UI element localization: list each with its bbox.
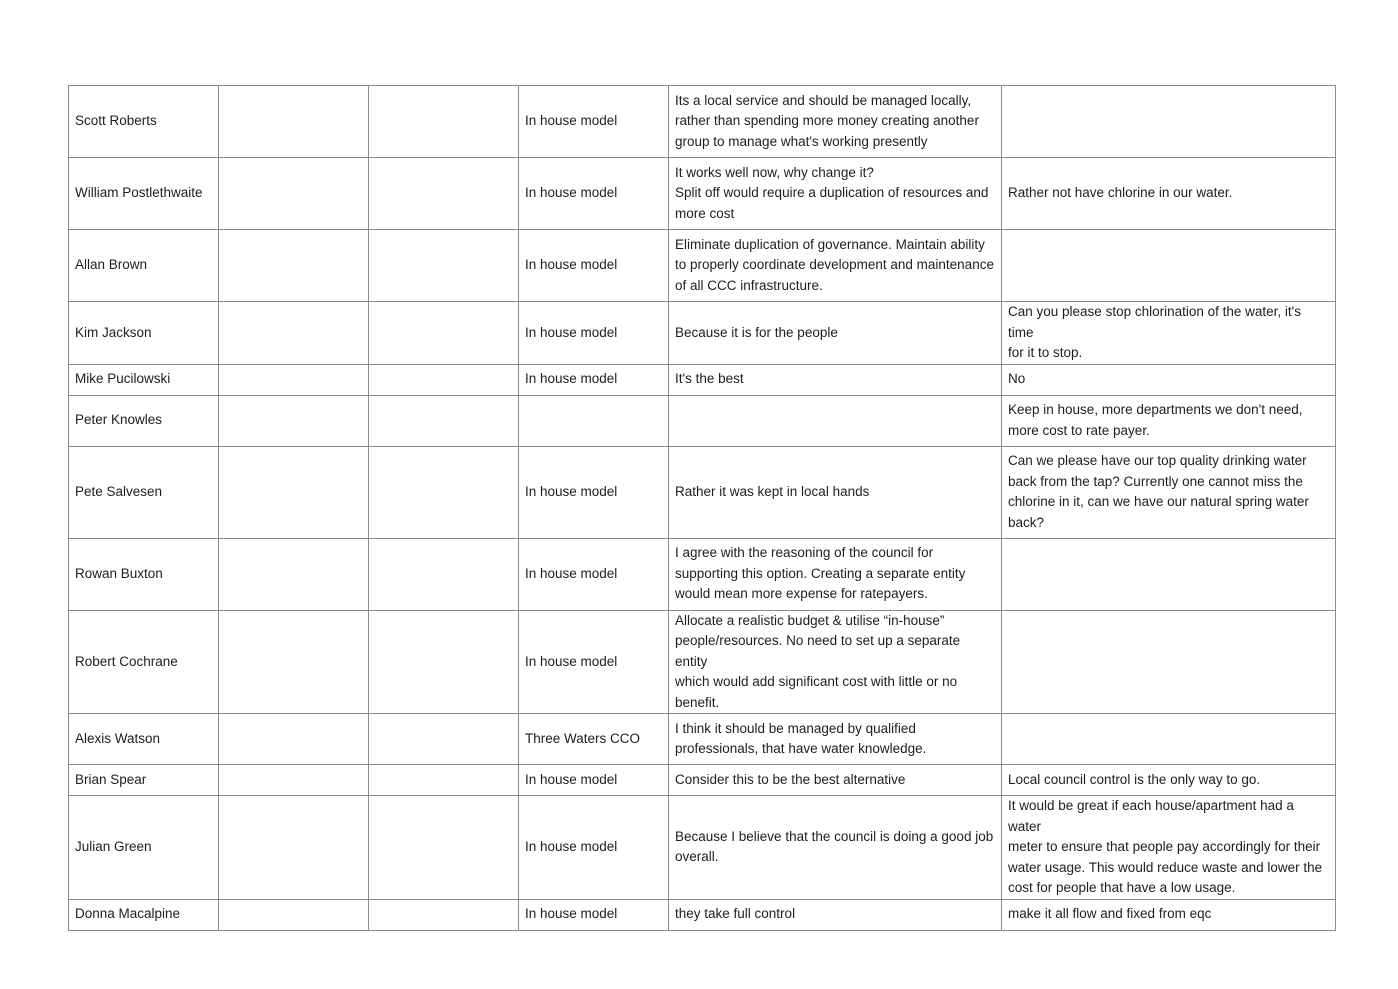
submitter-name-cell: Julian Green (69, 796, 219, 900)
comment-text-line: cost for people that have a low usage. (1008, 880, 1236, 895)
table-row (69, 364, 1336, 395)
comment-cell (1002, 230, 1336, 302)
reason-text-line: would mean more expense for ratepayers. (675, 586, 928, 602)
comment-text-line: chlorine in it, can we have our natural spring water (1008, 494, 1309, 509)
preferred-model-cell: In house model (519, 538, 669, 610)
preferred-model-cell: In house model (519, 796, 669, 900)
reason-text-line: Consider this to be the best alternative (675, 771, 906, 787)
submitter-name-cell: Brian Spear (69, 765, 219, 796)
preferred-model-cell: In house model (519, 610, 669, 714)
preferred-model-cell: Three Waters CCO (519, 714, 669, 765)
table-row (69, 395, 1336, 446)
reason-cell (669, 714, 1002, 765)
reason-cell (669, 86, 1002, 158)
preferred-model-cell: In house model (519, 899, 669, 930)
submitter-name-cell: Alexis Watson (69, 714, 219, 765)
preferred-model-cell: In house model (519, 364, 669, 395)
reason-text-line: It's the best (675, 371, 744, 387)
comment-text-line: make it all flow and fixed from eqc (1008, 906, 1212, 922)
reason-cell (669, 230, 1002, 302)
empty-cell (219, 230, 369, 302)
comment-cell (1002, 765, 1336, 796)
table-row (69, 158, 1336, 230)
comment-cell (1002, 364, 1336, 395)
table-row (69, 714, 1336, 765)
comment-cell (1002, 538, 1336, 610)
comment-cell (1002, 714, 1336, 765)
reason-cell (669, 610, 1002, 714)
comment-text-line: Can we please have our top quality drinking water (1008, 453, 1307, 468)
empty-cell (219, 158, 369, 230)
reason-cell (669, 796, 1002, 900)
empty-cell (369, 395, 519, 446)
comment-text-line: back from the tap? Currently one cannot miss the (1008, 473, 1303, 489)
reason-text-line: people/resources. No need to set up a separate entity (675, 633, 961, 669)
reason-text-line: benefit. (675, 694, 720, 710)
reason-text-line: Rather it was kept in local hands (675, 483, 870, 499)
submitter-name-cell: Scott Roberts (69, 86, 219, 158)
reason-text-line: Split off would require a duplication of resources and (675, 185, 989, 201)
empty-cell (219, 538, 369, 610)
reason-cell (669, 302, 1002, 365)
comment-cell (1002, 899, 1336, 930)
submitter-name-cell: Pete Salvesen (69, 446, 219, 538)
table-row (69, 765, 1336, 796)
reason-text-line: more cost (675, 205, 735, 221)
empty-cell (219, 364, 369, 395)
reason-text-line: which would add significant cost with little or no (675, 674, 958, 689)
empty-cell (369, 302, 519, 365)
comment-text-line: Rather not have chlorine in our water. (1008, 185, 1233, 201)
submitter-name-cell: Robert Cochrane (69, 610, 219, 714)
preferred-model-cell: In house model (519, 302, 669, 365)
preferred-model-cell: In house model (519, 446, 669, 538)
reason-text-line: Its a local service and should be managed locally, (675, 92, 972, 108)
empty-cell (219, 899, 369, 930)
table-row (69, 796, 1336, 900)
submitter-name-cell: Allan Brown (69, 230, 219, 302)
reason-text-line: Because it is for the people (675, 324, 838, 340)
reason-text-line: Eliminate duplication of governance. Maintain ability (675, 236, 985, 252)
comment-cell (1002, 796, 1336, 900)
reason-cell (669, 899, 1002, 930)
comment-text-line: more cost to rate payer. (1008, 422, 1150, 438)
empty-cell (369, 714, 519, 765)
table-row (69, 538, 1336, 610)
reason-text-line: supporting this option. Creating a separate entity (675, 565, 966, 581)
submitter-name-cell: Rowan Buxton (69, 538, 219, 610)
empty-cell (369, 446, 519, 538)
reason-text-line: they take full control (675, 906, 796, 922)
reason-cell (669, 538, 1002, 610)
comment-text-line: Can you please stop chlorination of the water, it's time (1008, 304, 1301, 340)
table-row (69, 446, 1336, 538)
preferred-model-cell: In house model (519, 230, 669, 302)
reason-text-line: professionals, that have water knowledge. (675, 741, 927, 756)
comment-text-line: Keep in house, more departments we don't need, (1008, 402, 1303, 417)
reason-text-line: It works well now, why change it? (675, 164, 874, 180)
table-row (69, 302, 1336, 365)
comment-cell (1002, 446, 1336, 538)
table-row (69, 230, 1336, 302)
empty-cell (219, 765, 369, 796)
comment-cell (1002, 158, 1336, 230)
submissions-table (68, 85, 1336, 931)
empty-cell (219, 610, 369, 714)
reason-cell (669, 446, 1002, 538)
comment-text-line: Local council control is the only way to go. (1008, 771, 1261, 787)
empty-cell (219, 302, 369, 365)
empty-cell (219, 446, 369, 538)
table-row (69, 899, 1336, 930)
comment-cell (1002, 86, 1336, 158)
empty-cell (369, 796, 519, 900)
reason-cell (669, 395, 1002, 446)
submitter-name-cell: Kim Jackson (69, 302, 219, 365)
reason-text-line: I think it should be managed by qualified (675, 720, 916, 736)
reason-text-line: of all CCC infrastructure. (675, 277, 823, 293)
table-body (69, 86, 1336, 931)
table-row (69, 610, 1336, 714)
empty-cell (369, 538, 519, 610)
empty-cell (369, 86, 519, 158)
comment-text-line: back? (1008, 514, 1045, 530)
reason-text-line: I agree with the reasoning of the council for (675, 545, 934, 561)
comment-text-line: meter to ensure that people pay accordingly for their (1008, 839, 1321, 854)
comment-text-line: for it to stop. (1008, 345, 1083, 360)
submitter-name-cell: Mike Pucilowski (69, 364, 219, 395)
empty-cell (369, 899, 519, 930)
comment-cell (1002, 610, 1336, 714)
comment-cell (1002, 302, 1336, 365)
comment-text-line: water usage. This would reduce waste and lower the (1008, 859, 1323, 875)
submitter-name-cell: Donna Macalpine (69, 899, 219, 930)
empty-cell (219, 796, 369, 900)
empty-cell (219, 86, 369, 158)
empty-cell (219, 395, 369, 446)
reason-text-line: group to manage what's working presently (675, 133, 928, 149)
reason-cell (669, 765, 1002, 796)
table-row (69, 86, 1336, 158)
comment-text-line: No (1008, 371, 1026, 387)
submitter-name-cell: William Postlethwaite (69, 158, 219, 230)
empty-cell (369, 610, 519, 714)
preferred-model-cell (519, 395, 669, 446)
empty-cell (369, 230, 519, 302)
reason-text-line: Because I believe that the council is doing a good job (675, 828, 994, 844)
comment-text-line: It would be great if each house/apartment had a water (1008, 798, 1294, 834)
reason-text-line: to properly coordinate development and maintenance (675, 257, 994, 273)
empty-cell (219, 714, 369, 765)
reason-text-line: overall. (675, 849, 719, 865)
preferred-model-cell: In house model (519, 158, 669, 230)
comment-cell (1002, 395, 1336, 446)
empty-cell (369, 158, 519, 230)
reason-text-line: Allocate a realistic budget & utilise “in-house” (675, 612, 945, 628)
reason-cell (669, 364, 1002, 395)
preferred-model-cell: In house model (519, 86, 669, 158)
empty-cell (369, 765, 519, 796)
reason-cell (669, 158, 1002, 230)
preferred-model-cell: In house model (519, 765, 669, 796)
reason-text-line: rather than spending more money creating another (675, 113, 979, 129)
empty-cell (369, 364, 519, 395)
submitter-name-cell: Peter Knowles (69, 395, 219, 446)
